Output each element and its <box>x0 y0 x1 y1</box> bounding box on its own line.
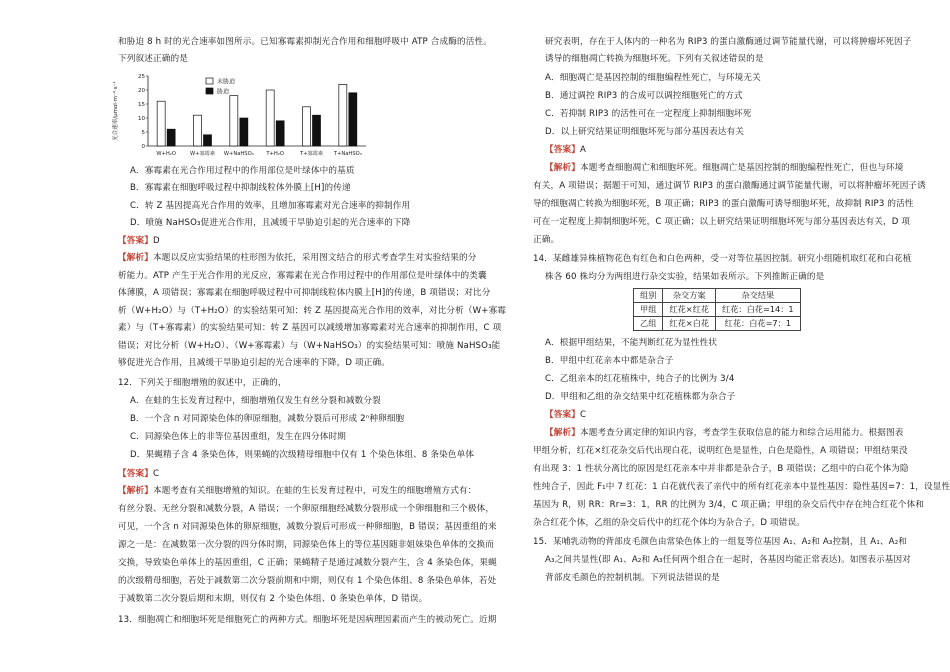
bar <box>303 107 311 146</box>
q12-option-b: B．一个含 n 对同源染色体的卵原细胞，减数分裂后可形成 2ⁿ种卵细胞 <box>130 414 405 424</box>
q11-analysis-line-2: 析能力。ATP 产生于光合作用的光反应，寡霉素在光合作用过程中的作用部位是叶绿体中的类囊 <box>118 271 487 281</box>
table-header-row <box>634 289 801 303</box>
q12-stem: 12．下列关于细胞增殖的叙述中，正确的， <box>118 378 287 388</box>
x-tick-label: T+寡霉素 <box>299 151 324 157</box>
q12-analysis-line-2: 有丝分裂、无丝分裂和减数分裂，A 错误；一个卵原细胞经减数分裂形成一个卵细胞和三个极体， <box>118 504 495 514</box>
q14-option-b: B．甲组中红花亲本中都是杂合子 <box>545 356 674 366</box>
q13-analysis-line-4: 可在一定程度上抑制细胞坏死，C 项正确；以上研究结果证明细胞坏死与部分基因表达有关，D 项 <box>533 217 911 227</box>
q15-stem-line-1: 15．某哺乳动物的背部皮毛颜色由常染色体上的一组复等位基因 A₁、A₂和 A₃控制，且 A₁、A₂和 <box>533 537 908 547</box>
q11-analysis-line-1 <box>118 253 477 264</box>
q12-answer <box>118 469 159 480</box>
bar <box>276 121 284 146</box>
analysis-text: 本题以反应实验结果的柱形图为依托，采用图文结合的形式考查学生对实验结果的分 <box>152 253 477 263</box>
y-tick-label: 15 <box>138 102 145 108</box>
legend-swatch <box>206 78 213 84</box>
table-header-cell: 组别 <box>634 289 663 303</box>
table-cell: 红花：白花=7：1 <box>716 317 801 331</box>
x-tick-label: T+NaHSO₃ <box>333 151 362 157</box>
q14-analysis-line-3: 有出现 3：1 性状分离比的原因是红花亲本中并非都是杂合子，B 项错误；乙组中的白花个体为隐 <box>533 464 909 474</box>
q13-answer <box>545 145 586 156</box>
q12-analysis-line-5: 交换，导致染色单体上的基因重组，C 正确；果蝇精子是通过减数分裂产生，含 4 条染色体，果蝇 <box>118 558 497 568</box>
intro-line-2: 下列叙述正确的是 <box>118 54 188 64</box>
table-cell: 红花：白花=14：1 <box>716 303 801 317</box>
q11-answer <box>118 236 160 247</box>
q14-analysis-line-6: 杂合红花个体，乙组的杂交后代中的红花个体均为杂合子，D 项错误。 <box>533 518 805 528</box>
bar <box>266 90 274 146</box>
q14-stem-line-1: 14．某雌雄异株植物花色有红色和白色两种，受一对等位基因控制。研究小组随机取红花和白花植 <box>533 254 912 264</box>
y-tick-label: 25 <box>138 74 145 80</box>
table-row <box>634 303 801 317</box>
q14-analysis-line-2: 甲组分析，红花×红花杂交后代出现白花，说明红色是显性，白色是隐性，A 项错误；甲组结果没 <box>533 446 908 456</box>
table-cell: 甲组 <box>634 303 663 317</box>
bar <box>349 93 357 146</box>
q13-stem: 13．细胞凋亡和细胞坏死是细胞死亡的两种方式。细胞坏死是因病理因素而产生的被动死亡。近期 <box>118 615 497 625</box>
q11-analysis-line-7: 够促进光合作用，且减缓干旱胁迫引起的光合速率的下降，D 项正确。 <box>118 358 390 368</box>
answer-tag: 【答案】 <box>118 236 153 246</box>
table-header-cell: 杂交方案 <box>663 289 716 303</box>
y-tick-label: 10 <box>138 116 145 122</box>
bar <box>339 84 347 146</box>
q14-analysis-line-1 <box>545 428 904 439</box>
q13-analysis-line-1 <box>545 163 904 174</box>
q12-analysis-line-4: 源之一是：在减数第一次分裂的四分体时期，同源染色体上的等位基因随非姐妹染色单体的交换而 <box>118 540 494 550</box>
q13-option-c: C．若抑制 RIP3 的活性可在一定程度上抑制细胞坏死 <box>545 109 752 119</box>
bar <box>313 115 321 146</box>
bar <box>204 135 212 146</box>
answer-value: C <box>579 410 587 420</box>
q14-stem-line-2: 株各 60 株均分为两组进行杂交实验，结果如表所示。下列推断正确的是 <box>545 272 825 282</box>
analysis-tag: 【解析】 <box>118 253 153 263</box>
q11-option-a: A．寡霉素在光合作用过程中的作用部位是叶绿体中的基质 <box>130 166 355 176</box>
answer-tag: 【答案】 <box>545 410 580 420</box>
q13-option-a: A．细胞凋亡是基因控制的细胞编程性死亡，与环境无关 <box>545 73 761 83</box>
answer-value: D <box>152 236 160 246</box>
q11-option-d: D．喷施 NaHSO₃促进光合作用，且减缓干旱胁迫引起的光合速率的下降 <box>130 218 411 228</box>
q11-analysis-line-3: 体薄膜，A 项错误；寡霉素在细胞呼吸过程中可抑制线粒体内膜上[H]的传递，B 项错误；对比分 <box>118 288 491 298</box>
analysis-text: 本题考查分离定律的知识内容，考查学生获取信息的能力和综合运用能力。根据图表 <box>579 428 904 438</box>
q12-option-d: D．果蝇精子含 4 条染色体，则果蝇的次级精母细胞中仅有 1 个染色体组、8 条染色单体 <box>130 450 475 460</box>
q12-option-a: A．在蛙的生长发育过程中，细胞增殖仅发生有丝分裂和减数分裂 <box>130 396 381 406</box>
q14-answer <box>545 410 586 421</box>
q15-stem-line-3: 背部皮毛颜色的控制机制。下列说法错误的是 <box>545 573 720 583</box>
q15-stem-line-2: A₃之间共显性(即 A₁、A₂和 A₃任何两个组合在一起时，各基因均能正常表达)。如图表示基因对 <box>545 555 912 565</box>
cross-result-table <box>633 288 801 331</box>
q12-analysis-line-1 <box>118 486 477 497</box>
answer-tag: 【答案】 <box>545 145 580 155</box>
legend-label: 未胁迫 <box>217 78 236 86</box>
x-tick-label: W+寡霉素 <box>189 151 216 157</box>
photosynthesis-bar-chart <box>110 68 370 160</box>
q12-analysis-line-7: 于减数第二次分裂后期和末期，则仅有 2 个染色体组、0 条染色单体，D 错误。 <box>118 594 428 604</box>
q13-cont-line-2: 诱导的细胞凋亡转换为细胞坏死。下列有关叙述错误的是 <box>545 54 764 64</box>
q11-option-b: B．寡霉素在细胞呼吸过程中抑制线粒体外膜上[H]的传递 <box>130 183 351 193</box>
table-header-cell: 杂交结果 <box>716 289 801 303</box>
q11-analysis-line-4: 析（W+H₂O）与（T+H₂O）的实验结果可知：转 Z 基因提高光合作用的效率，对比分析（W+寡霉 <box>118 306 507 316</box>
x-tick-label: W+NaHSO₃ <box>223 151 254 157</box>
q14-analysis-line-4: 性纯合子，因此 F₁中 7 红花：1 白花就代表了亲代中的所有红花亲本中显性基因：隐性基因=7：1，设显性 <box>533 482 950 492</box>
table-cell: 红花×红花 <box>663 303 716 317</box>
y-axis-label: 光合速率/μmol·m⁻²·s⁻¹ <box>113 81 119 141</box>
q13-cont-line-1: 研究表明，存在于人体内的一种名为 RIP3 的蛋白激酶通过调节能量代谢，可以将肿瘤坏死因子 <box>545 37 912 47</box>
q13-option-b: B．通过调控 RIP3 的合成可以调控细胞死亡的方式 <box>545 91 743 101</box>
bar <box>240 118 248 146</box>
bar <box>230 96 238 146</box>
table-cell: 乙组 <box>634 317 663 331</box>
q11-option-c: C．转 Z 基因提高光合作用的效率，且增加寡霉素对光合速率的抑制作用 <box>130 201 411 211</box>
q12-analysis-line-6: 的次级精母细胞，若处于减数第二次分裂前期和中期，则仅有 1 个染色体组、8 条染色单体，若处 <box>118 576 497 586</box>
q14-analysis-line-5: 基因为 R，则 RR：Rr=3：1，RR 的比例为 3/4，C 项正确；甲组的杂交后代中存在纯合红花个体和 <box>533 500 925 510</box>
x-tick-label: W+H₂O <box>156 151 176 157</box>
analysis-tag: 【解析】 <box>545 163 580 173</box>
analysis-text: 本题考查有关细胞增殖的知识。在蛙的生长发育过程中，可发生的细胞增殖方式有： <box>152 486 477 496</box>
q14-option-a: A．根据甲组结果，不能判断红花为显性性状 <box>545 338 718 348</box>
q14-option-d: D．甲组和乙组的杂交结果中红花植株都为杂合子 <box>545 392 736 402</box>
y-tick-label: 5 <box>141 130 145 136</box>
answer-tag: 【答案】 <box>118 469 153 479</box>
q13-analysis-line-5: 正确。 <box>533 235 560 245</box>
q12-option-c: C．同源染色体上的非等位基因重组，发生在四分体时期 <box>130 432 347 442</box>
q11-analysis-line-5: 素）与（T+寡霉素）的实验结果可知：转 Z 基因可以减缓增加寡霉素对光合速率的抑制作用，C 项 <box>118 323 502 333</box>
analysis-tag: 【解析】 <box>545 428 580 438</box>
y-tick-label: 0 <box>141 144 145 150</box>
legend-label: 胁迫 <box>217 88 230 96</box>
y-tick-label: 20 <box>138 88 145 94</box>
q14-option-c: C．乙组亲本的红花植株中，纯合子的比例为 3/4 <box>545 374 735 384</box>
analysis-text: 本题考查细胞凋亡和细胞坏死。细胞凋亡是基因控制的细胞编程性死亡，但也与环境 <box>579 163 904 173</box>
intro-line-1: 和胁迫 8 h 时的光合速率如图所示。已知寡霉素抑制光合作用和细胞呼吸中 ATP 合成酶的活性。 <box>118 37 492 47</box>
q13-option-d: D．以上研究结果证明细胞坏死与部分基因表达有关 <box>545 127 745 137</box>
q12-analysis-line-3: 可见，一个含 n 对同源染色体的卵原细胞，减数分裂后可形成一种卵细胞，B 错误；基因重组的来 <box>118 522 497 532</box>
answer-value: C <box>152 469 160 479</box>
q11-analysis-line-6: 错误；对比分析（W+H₂O）、（W+寡霉素）与（W+NaHSO₃）的实验结果可知：喷施 NaHSO₃能 <box>118 341 501 351</box>
table-row <box>634 317 801 331</box>
chart-svg <box>110 68 370 160</box>
bar <box>167 129 175 146</box>
legend-swatch <box>206 88 213 94</box>
bar <box>194 115 202 146</box>
analysis-tag: 【解析】 <box>118 486 153 496</box>
q13-analysis-line-2: 有关，A 项错误；据题干可知，通过调节 RIP3 的蛋白激酶通过调节能量代谢，可以将肿瘤坏死因子诱 <box>533 181 926 191</box>
x-tick-label: T+H₂O <box>266 151 284 157</box>
answer-value: A <box>579 145 587 155</box>
bar <box>157 101 165 146</box>
q13-analysis-line-3: 导的细胞凋亡转换为细胞坏死，B 项正确；RIP3 的蛋白激酶可诱导细胞坏死，故抑制 RIP3 的活性 <box>533 199 914 209</box>
table-cell: 红花×白花 <box>663 317 716 331</box>
